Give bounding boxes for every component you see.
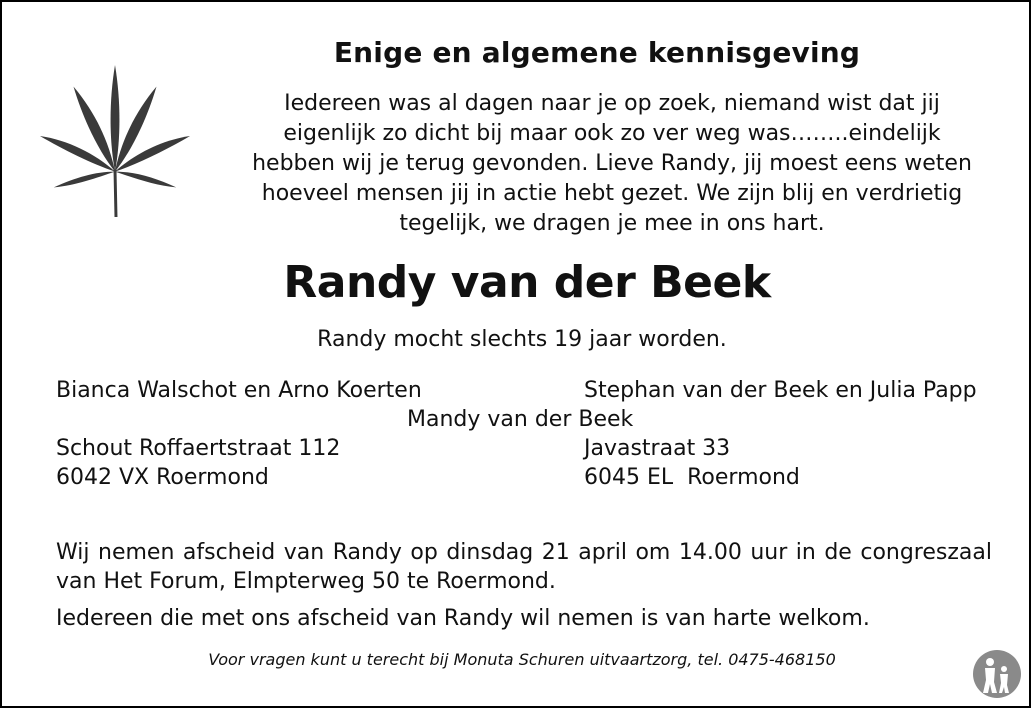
farewell-paragraph: Wij nemen afscheid van Randy op dinsdag 21 april om 14.00 uur in de congreszaal van Het Forum, Elmpterweg 50 te Roermond.	[56, 540, 992, 594]
cannabis-leaf-icon	[36, 60, 194, 220]
intro-line: tegelijk, we dragen je mee in ons hart.	[399, 211, 825, 236]
family-center-name: Mandy van der Beek	[407, 407, 634, 432]
notice-heading: Enige en algemene kennisgeving	[333, 36, 861, 69]
funeral-home-logo-icon	[972, 649, 1022, 699]
deceased-name: Randy van der Beek	[283, 257, 771, 308]
family-left-street: Schout Roffaertstraat 112	[56, 436, 341, 461]
intro-line: Iedereen was al dagen naar je op zoek, niemand wist dat jij	[284, 91, 940, 116]
intro-line: eigenlijk zo dicht bij maar ook zo ver weg was……..eindelijk	[283, 121, 941, 146]
family-left-city: 6042 VX Roermond	[56, 465, 269, 490]
family-right-city: 6045 EL Roermond	[584, 465, 800, 490]
contact-footer: Voor vragen kunt u terecht bij Monuta Schuren uitvaartzorg, tel. 0475-468150	[208, 650, 836, 669]
family-left-names: Bianca Walschot en Arno Koerten	[56, 378, 422, 403]
age-line: Randy mocht slechts 19 jaar worden.	[317, 327, 727, 352]
intro-line: hebben wij je terug gevonden. Lieve Randy, jij moest eens weten	[252, 151, 972, 176]
intro-text	[222, 89, 1002, 239]
intro-line: hoeveel mensen jij in actie hebt gezet. We zijn blij en verdrietig	[261, 181, 963, 206]
family-right-street: Javastraat 33	[584, 436, 731, 461]
family-right-names: Stephan van der Beek en Julia Papp	[584, 378, 977, 403]
welcome-line: Iedereen die met ons afscheid van Randy wil nemen is van harte welkom.	[56, 606, 870, 631]
